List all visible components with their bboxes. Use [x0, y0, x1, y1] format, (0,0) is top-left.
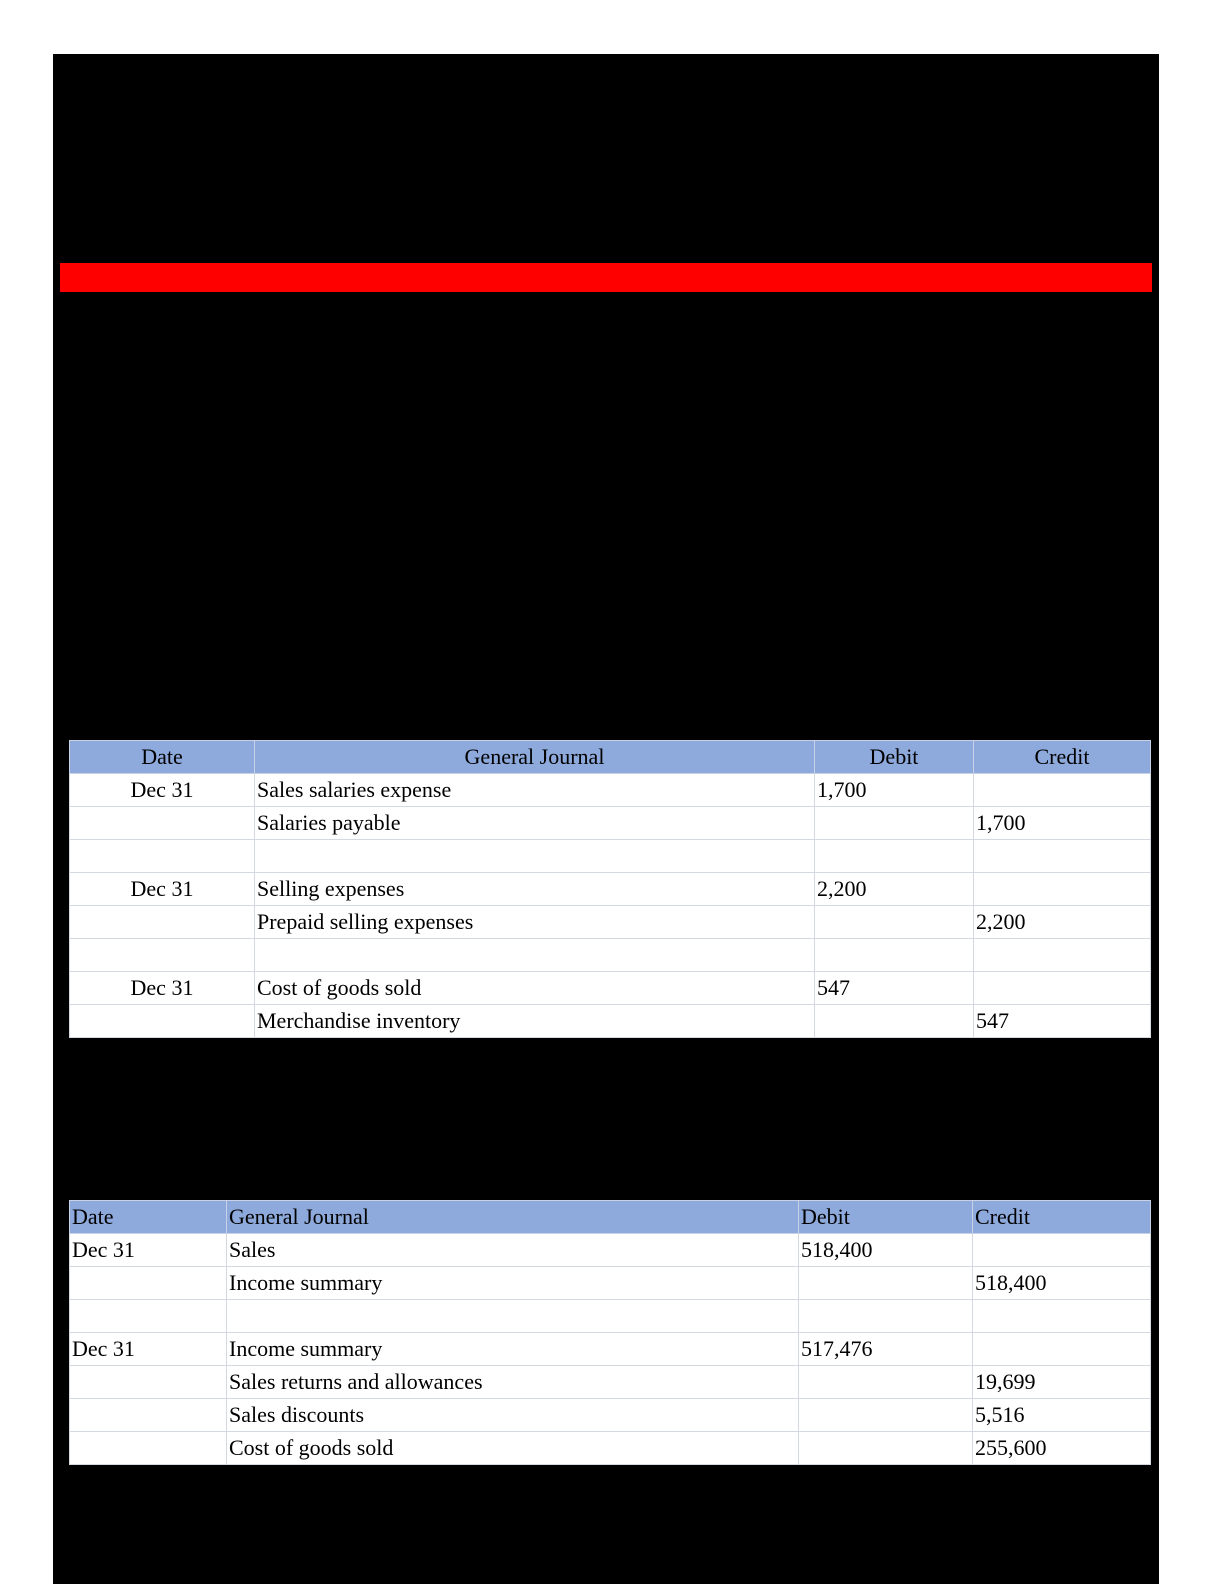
header-credit: Credit: [974, 741, 1151, 774]
cell-date: [70, 939, 255, 972]
cell-debit: 2,200: [815, 873, 974, 906]
cell-debit: 517,476: [799, 1333, 973, 1366]
cell-credit: 5,516: [973, 1399, 1151, 1432]
table-header-row: [70, 741, 1151, 774]
cell-account: Selling expenses: [255, 873, 815, 906]
cell-debit: 518,400: [799, 1234, 973, 1267]
cell-date: Dec 31: [70, 873, 255, 906]
cell-credit: [974, 972, 1151, 1005]
cell-credit: 547: [974, 1005, 1151, 1038]
cell-account: Sales discounts: [227, 1399, 799, 1432]
cell-debit: [799, 1399, 973, 1432]
cell-credit: [974, 840, 1151, 873]
cell-date: [70, 1300, 227, 1333]
header-general-journal: General Journal: [227, 1201, 799, 1234]
cell-date: [70, 840, 255, 873]
cell-credit: 255,600: [973, 1432, 1151, 1465]
cell-debit: [799, 1432, 973, 1465]
cell-credit: 518,400: [973, 1267, 1151, 1300]
cell-date: Dec 31: [70, 774, 255, 807]
table-header-row: [70, 1201, 1151, 1234]
journal-table-closing: [69, 1200, 1151, 1465]
header-date: Date: [70, 1201, 227, 1234]
redacted-highlight-bar: [60, 263, 1152, 292]
cell-debit: [799, 1267, 973, 1300]
cell-credit: 19,699: [973, 1366, 1151, 1399]
cell-date: Dec 31: [70, 1234, 227, 1267]
table-row: [70, 1267, 1151, 1300]
cell-account: Income summary: [227, 1333, 799, 1366]
cell-date: [70, 906, 255, 939]
cell-credit: 2,200: [974, 906, 1151, 939]
table-row: [70, 1005, 1151, 1038]
table-row: [70, 1300, 1151, 1333]
cell-account: Cost of goods sold: [255, 972, 815, 1005]
cell-credit: [974, 939, 1151, 972]
cell-debit: [815, 1005, 974, 1038]
cell-date: [70, 1432, 227, 1465]
cell-debit: [815, 939, 974, 972]
header-date: Date: [70, 741, 255, 774]
cell-debit: [799, 1366, 973, 1399]
cell-date: [70, 1366, 227, 1399]
cell-credit: [974, 873, 1151, 906]
header-debit: Debit: [799, 1201, 973, 1234]
table-row: [70, 840, 1151, 873]
cell-credit: [973, 1234, 1151, 1267]
cell-account: Prepaid selling expenses: [255, 906, 815, 939]
cell-date: [70, 1005, 255, 1038]
cell-account: Income summary: [227, 1267, 799, 1300]
header-credit: Credit: [973, 1201, 1151, 1234]
cell-date: [70, 1399, 227, 1432]
cell-credit: 1,700: [974, 807, 1151, 840]
table-row: [70, 972, 1151, 1005]
table-row: [70, 939, 1151, 972]
table-row: [70, 807, 1151, 840]
journal-table-adjusting: [69, 740, 1151, 1038]
table-row: [70, 1366, 1151, 1399]
header-debit: Debit: [815, 741, 974, 774]
cell-debit: 547: [815, 972, 974, 1005]
cell-date: Dec 31: [70, 1333, 227, 1366]
cell-credit: [974, 774, 1151, 807]
cell-account: [255, 840, 815, 873]
cell-debit: [799, 1300, 973, 1333]
cell-credit: [973, 1300, 1151, 1333]
cell-account: Cost of goods sold: [227, 1432, 799, 1465]
header-general-journal: General Journal: [255, 741, 815, 774]
cell-account: Salaries payable: [255, 807, 815, 840]
cell-account: [255, 939, 815, 972]
cell-date: Dec 31: [70, 972, 255, 1005]
table-row: [70, 1234, 1151, 1267]
cell-account: [227, 1300, 799, 1333]
cell-account: Sales salaries expense: [255, 774, 815, 807]
table-row: [70, 1399, 1151, 1432]
table-row: [70, 774, 1151, 807]
table-row: [70, 1333, 1151, 1366]
table-row: [70, 906, 1151, 939]
cell-account: Sales returns and allowances: [227, 1366, 799, 1399]
cell-account: Merchandise inventory: [255, 1005, 815, 1038]
cell-date: [70, 807, 255, 840]
cell-account: Sales: [227, 1234, 799, 1267]
cell-date: [70, 1267, 227, 1300]
table-row: [70, 873, 1151, 906]
cell-credit: [973, 1333, 1151, 1366]
table-row: [70, 1432, 1151, 1465]
cell-debit: [815, 840, 974, 873]
cell-debit: 1,700: [815, 774, 974, 807]
cell-debit: [815, 807, 974, 840]
cell-debit: [815, 906, 974, 939]
